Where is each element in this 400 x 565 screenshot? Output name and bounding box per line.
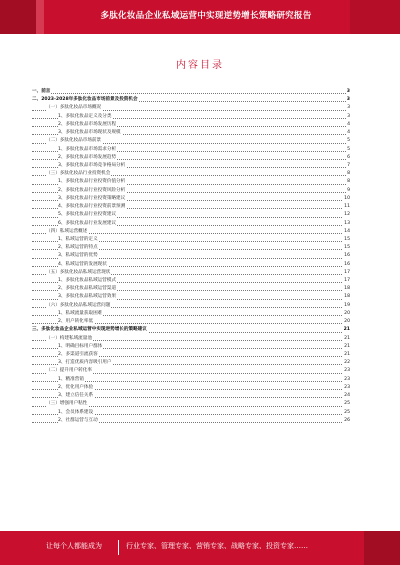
toc-entry-page: 9: [346, 187, 350, 195]
toc-entry-page: 17: [343, 269, 350, 277]
header-accent-bar-right: [350, 0, 400, 34]
toc-entry[interactable]: [32, 269, 350, 277]
toc-entry-text: （一）构建私域流量池: [46, 335, 93, 343]
toc-entry-page: 8: [346, 170, 350, 178]
toc-entry-text: 1、会员体系建设: [58, 409, 94, 417]
page-footer: [0, 531, 400, 565]
toc-entry-text: 二、2023-2028年多肽化妆品市场前景及投资机会: [32, 96, 139, 104]
toc-entry[interactable]: [32, 236, 350, 244]
toc-entry-text: 2、多肽化妆品市场发展趋势: [58, 154, 117, 162]
toc-entry[interactable]: [32, 162, 350, 170]
toc-entry[interactable]: [32, 376, 350, 384]
page-header: [0, 0, 400, 34]
toc-entry-text: 2、社群运营与互动: [58, 417, 99, 425]
toc-entry[interactable]: [32, 351, 350, 359]
toc-entry[interactable]: [32, 121, 350, 129]
toc-entry[interactable]: [32, 113, 350, 121]
toc-entry-page: 25: [343, 409, 350, 417]
toc-entry[interactable]: [32, 228, 350, 236]
toc-entry-text: 4、多肽化妆品行业投资前景预测: [58, 203, 126, 211]
toc-entry-page: 25: [343, 400, 350, 408]
toc-entry-text: 1、精准营销: [58, 376, 85, 384]
toc-entry-page: 6: [346, 154, 350, 162]
toc-entry-page: 23: [343, 384, 350, 392]
toc-entry-page: 10: [343, 195, 350, 203]
toc-entry[interactable]: [32, 211, 350, 219]
toc-entry[interactable]: [32, 88, 350, 96]
toc-entry[interactable]: [32, 195, 350, 203]
toc-entry-page: 24: [343, 392, 350, 400]
toc-entry[interactable]: [32, 384, 350, 392]
toc-entry-page: 23: [343, 367, 350, 375]
toc-entry-page: 19: [343, 302, 350, 310]
toc-entry[interactable]: [32, 261, 350, 269]
toc-heading: 内容目录: [176, 60, 224, 71]
toc-entry[interactable]: [32, 392, 350, 400]
toc-entry-page: 21: [343, 351, 350, 359]
toc-entry-text: 4、私域运营的发展现状: [58, 261, 108, 269]
toc-entry[interactable]: [32, 154, 350, 162]
toc-entry-text: 5、多肽化妆品行业投资建议: [58, 211, 117, 219]
toc-entry[interactable]: [32, 335, 350, 343]
toc-entry-page: 20: [343, 310, 350, 318]
toc-entry-text: 1、私域流量获取困难: [58, 310, 103, 318]
toc-entry-text: 2、多肽化妆品行业投资风险分析: [58, 187, 126, 195]
toc-entry-page: 4: [346, 129, 350, 137]
toc-entry-text: 3、多肽化妆品市场竞争格局分析: [58, 162, 126, 170]
toc-entry[interactable]: [32, 104, 350, 112]
toc-entry-text: 2、优化用户体验: [58, 384, 94, 392]
toc-entry-page: 21: [343, 335, 350, 343]
toc-entry-text: （六）多肽化妆品私域运营问题: [46, 302, 111, 310]
header-accent-stripe: [36, 0, 44, 34]
toc-entry-text: 3、建立信任关系: [58, 392, 94, 400]
toc-entry-text: 1、多肽化妆品市场需求分析: [58, 146, 117, 154]
toc-entry-text: （五）多肽化妆品私域运营现状: [46, 269, 111, 277]
toc-entry[interactable]: [32, 400, 350, 408]
toc-entry-text: （二）提升用户转化率: [46, 367, 93, 375]
toc-entry[interactable]: [32, 220, 350, 228]
toc-entry-page: 3: [346, 113, 350, 121]
toc-entry-page: 20: [343, 318, 350, 326]
toc-entry-text: 6、多肽化妆品行业发展建议: [58, 220, 117, 228]
footer-slogan-left: 让每个人都能成为: [46, 542, 102, 550]
toc-entry-text: （四）私域运营概述: [46, 228, 88, 236]
toc-entry-page: 21: [343, 343, 350, 351]
toc-entry-page: 23: [343, 376, 350, 384]
toc-entry[interactable]: [32, 409, 350, 417]
toc-leader-dots: [32, 93, 350, 94]
table-of-contents: [32, 88, 350, 425]
toc-entry[interactable]: [32, 170, 350, 178]
toc-entry-text: 2、多渠道引流获客: [58, 351, 99, 359]
toc-entry-text: 1、多肽化妆品私域运营模式: [58, 277, 117, 285]
toc-entry-text: 3、多肽化妆品行业投资策略建议: [58, 195, 126, 203]
toc-entry[interactable]: [32, 285, 350, 293]
toc-entry-page: 26: [343, 417, 350, 425]
toc-entry[interactable]: [32, 318, 350, 326]
toc-entry-text: 2、私域运营的特点: [58, 244, 99, 252]
toc-entry[interactable]: [32, 417, 350, 425]
toc-entry[interactable]: [32, 137, 350, 145]
toc-entry-text: 2、多肽化妆品市场发展历程: [58, 121, 117, 129]
toc-entry[interactable]: [32, 187, 350, 195]
toc-entry-page: 15: [343, 244, 350, 252]
toc-entry-page: 16: [343, 261, 350, 269]
toc-entry-text: 3、打造优质内容吸引用户: [58, 359, 112, 367]
toc-entry-text: 3、私域运营的优势: [58, 252, 99, 260]
toc-entry[interactable]: [32, 367, 350, 375]
toc-entry-text: 1、多肽化妆品定义及分类: [58, 113, 112, 121]
toc-entry-page: 14: [343, 228, 350, 236]
toc-entry-page: 12: [343, 211, 350, 219]
toc-entry-page: 7: [346, 162, 350, 170]
toc-entry[interactable]: [32, 310, 350, 318]
toc-entry-page: 18: [343, 293, 350, 301]
toc-entry-page: 5: [346, 137, 350, 145]
toc-entry-page: 4: [346, 121, 350, 129]
toc-entry-text: 3、多肽化妆品市场现状及规模: [58, 129, 122, 137]
toc-entry-text: （一）多肽化妆品市场概况: [46, 104, 102, 112]
toc-entry[interactable]: [32, 343, 350, 351]
toc-entry[interactable]: [32, 252, 350, 260]
toc-entry-text: 2、用户转化率低: [58, 318, 94, 326]
footer-slogan-right: 行业专家、管理专家、营销专家、战略专家、投资专家……: [126, 542, 308, 550]
toc-entry-page: 17: [343, 277, 350, 285]
toc-entry-page: 15: [343, 236, 350, 244]
toc-entry-text: 1、多肽化妆品行业投资价值分析: [58, 178, 126, 186]
toc-entry[interactable]: [32, 277, 350, 285]
toc-entry-page: 3: [346, 104, 350, 112]
footer-divider: [118, 540, 119, 555]
toc-entry-page: 8: [346, 178, 350, 186]
toc-entry-text: 三、多肽化妆品企业私域运营中实现逆势增长的策略建议: [32, 326, 148, 334]
toc-entry-page: 21: [343, 326, 350, 334]
toc-entry-page: 5: [346, 146, 350, 154]
toc-entry[interactable]: [32, 359, 350, 367]
toc-entry-page: 13: [343, 220, 350, 228]
toc-entry-text: （三）增强用户粘性: [46, 400, 88, 408]
toc-entry-page: 16: [343, 252, 350, 260]
toc-entry-page: 3: [346, 88, 350, 96]
toc-entry[interactable]: [32, 326, 350, 334]
toc-entry[interactable]: [32, 146, 350, 154]
toc-entry[interactable]: [32, 178, 350, 186]
toc-entry-page: 3: [346, 96, 350, 104]
report-title: 多肽化妆品企业私域运营中实现逆势增长策略研究报告: [100, 11, 312, 21]
toc-entry[interactable]: [32, 203, 350, 211]
toc-entry-text: （三）多肽化妆品行业投资机会: [46, 170, 111, 178]
toc-entry-text: （二）多肽化妆品市场前景: [46, 137, 102, 145]
toc-entry[interactable]: [32, 129, 350, 137]
toc-entry-page: 18: [343, 285, 350, 293]
toc-entry-page: 11: [343, 203, 350, 211]
footer-accent-bar: [364, 531, 400, 565]
toc-entry-page: 22: [343, 359, 350, 367]
toc-entry-text: 1、私域运营的定义: [58, 236, 99, 244]
header-accent-bar: [0, 0, 36, 34]
toc-entry-text: 一、前言: [32, 88, 51, 96]
toc-entry[interactable]: [32, 302, 350, 310]
toc-entry[interactable]: [32, 96, 350, 104]
toc-entry[interactable]: [32, 244, 350, 252]
toc-entry-text: 2、多肽化妆品私域运营渠道: [58, 285, 117, 293]
toc-entry-text: 3、多肽化妆品私域运营效果: [58, 293, 117, 301]
toc-entry-text: 1、明确目标用户群体: [58, 343, 103, 351]
toc-entry[interactable]: [32, 293, 350, 301]
